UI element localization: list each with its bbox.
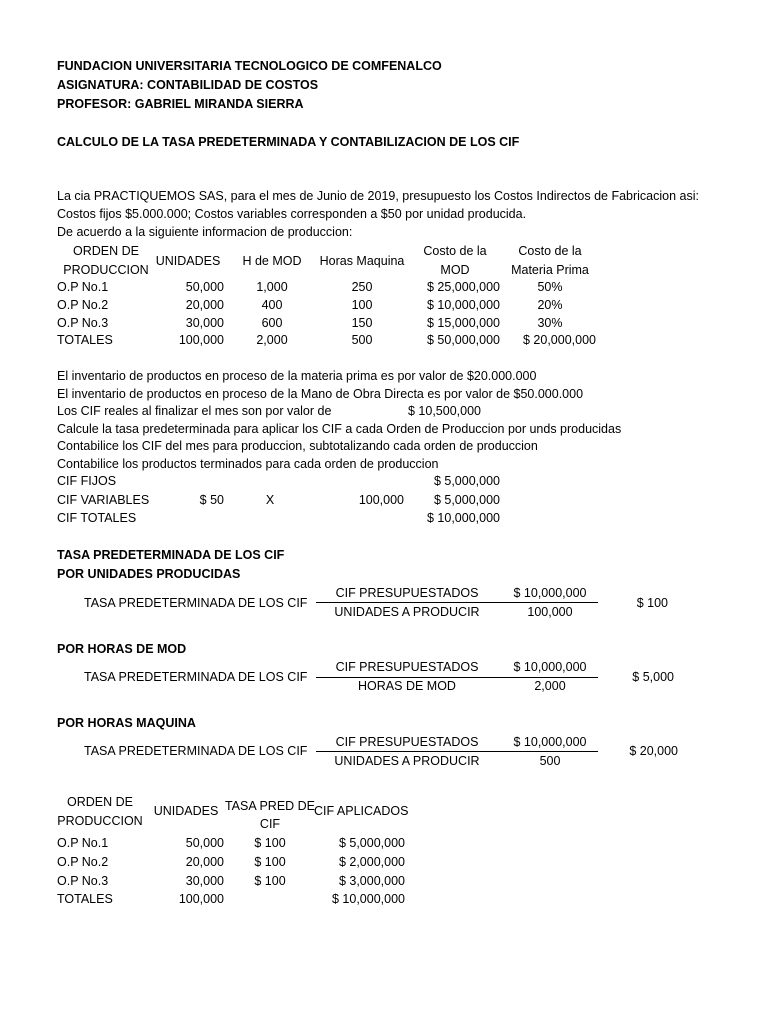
row-2-unidades: 20,000 xyxy=(185,298,224,312)
numerator-label: CIF PRESUPUESTADOS xyxy=(335,586,479,600)
row-2-horas: 100 xyxy=(351,298,373,312)
applied-row-1-tasa: $ 100 xyxy=(254,836,286,850)
row-totales-costo-mp: $ 20,000,000 xyxy=(523,333,596,347)
intro-line-1: La cia PRACTIQUEMOS SAS, para el mes de Junio de 2019, presupuesto los Costos Indirectos de Fabricacion asi: xyxy=(57,189,699,203)
professor-line: PROFESOR: GABRIEL MIRANDA SIERRA xyxy=(57,97,304,111)
row-3-hmod: 600 xyxy=(261,316,283,330)
header-costo-mod-1: Costo de la xyxy=(423,244,487,258)
row-totales-costo-mod: $ 50,000,000 xyxy=(427,333,500,347)
denominator-label: UNIDADES A PRODUCIR xyxy=(334,605,480,619)
applied-row-1-unidades: 50,000 xyxy=(185,836,224,850)
row-1-costo-mp: 50% xyxy=(537,280,563,294)
statement-3-value: $ 10,500,000 xyxy=(408,404,481,418)
row-1-horas: 250 xyxy=(351,280,373,294)
statement-5: Contabilice los CIF del mes para produccion, subtotalizando cada orden de produccion xyxy=(57,439,538,453)
applied-header-tasa-2: CIF xyxy=(259,817,281,831)
document-title: CALCULO DE LA TASA PREDETERMINADA Y CONTABILIZACION DE LOS CIF xyxy=(57,135,520,149)
cif-totales-label: CIF TOTALES xyxy=(57,511,137,525)
header-costo-mod-2: MOD xyxy=(440,263,470,277)
rate-block-heading: POR HORAS DE MOD xyxy=(57,642,187,656)
rate-result: $ 20,000 xyxy=(629,744,678,758)
applied-row-3-orden: O.P No.3 xyxy=(57,874,109,888)
row-1-orden: O.P No.1 xyxy=(57,280,109,294)
denominator-value: 2,000 xyxy=(534,679,566,693)
denominator-label: UNIDADES A PRODUCIR xyxy=(334,754,480,768)
row-2-costo-mod: $ 10,000,000 xyxy=(427,298,500,312)
row-3-unidades: 30,000 xyxy=(185,316,224,330)
applied-header-cif: CIF APLICADOS xyxy=(314,804,409,818)
rate-label: TASA PREDETERMINADA DE LOS CIF xyxy=(84,596,308,610)
row-2-costo-mp: 20% xyxy=(537,298,563,312)
applied-row-1-cif: $ 5,000,000 xyxy=(338,836,405,850)
cif-variables-units: 100,000 xyxy=(358,493,404,507)
statement-4: Calcule la tasa predeterminada para aplicar los CIF a cada Orden de Produccion por unds producidas xyxy=(57,422,622,436)
applied-header-unidades: UNIDADES xyxy=(153,804,219,818)
applied-header-tasa-1: TASA PRED DE xyxy=(224,799,316,813)
statement-1: El inventario de productos en proceso de la materia prima es por valor de $20.000.000 xyxy=(57,369,537,383)
cif-variables-value: $ 5,000,000 xyxy=(433,493,500,507)
cif-fijos-label: CIF FIJOS xyxy=(57,474,117,488)
applied-row-3-tasa: $ 100 xyxy=(254,874,286,888)
cif-totales-value: $ 10,000,000 xyxy=(427,511,500,525)
statement-6: Contabilice los productos terminados para cada orden de produccion xyxy=(57,457,439,471)
numerator-value: $ 10,000,000 xyxy=(513,735,587,749)
institution-name: FUNDACION UNIVERSITARIA TECNOLOGICO DE COMFENALCO xyxy=(57,59,442,73)
rate-label: TASA PREDETERMINADA DE LOS CIF xyxy=(84,670,308,684)
statement-3-label: Los CIF reales al finalizar el mes son por valor de xyxy=(57,404,332,418)
header-costo-mp-1: Costo de la xyxy=(518,244,582,258)
numerator-label: CIF PRESUPUESTADOS xyxy=(335,735,479,749)
intro-line-3: De acuerdo a la siguiente informacion de produccion: xyxy=(57,225,353,239)
intro-line-2: Costos fijos $5.000.000; Costos variables corresponden a $50 por unidad producida. xyxy=(57,207,527,221)
applied-row-3-unidades: 30,000 xyxy=(185,874,224,888)
header-costo-mp-2: Materia Prima xyxy=(511,263,589,277)
applied-header-orden-1: ORDEN DE xyxy=(67,795,133,809)
row-2-hmod: 400 xyxy=(261,298,283,312)
applied-header-orden-2: PRODUCCION xyxy=(57,814,143,828)
row-totales-orden: TOTALES xyxy=(57,333,113,347)
row-totales-unidades: 100,000 xyxy=(178,333,224,347)
cif-variables-rate: $ 50 xyxy=(199,493,224,507)
row-3-orden: O.P No.3 xyxy=(57,316,109,330)
applied-row-totales-orden: TOTALES xyxy=(57,892,113,906)
denominator-label: HORAS DE MOD xyxy=(358,679,456,693)
cif-variables-label: CIF VARIABLES xyxy=(57,493,150,507)
header-unidades: UNIDADES xyxy=(155,254,221,268)
row-totales-hmod: 2,000 xyxy=(256,333,288,347)
applied-row-2-tasa: $ 100 xyxy=(254,855,286,869)
rates-section-title: TASA PREDETERMINADA DE LOS CIF xyxy=(57,548,285,562)
applied-row-3-cif: $ 3,000,000 xyxy=(338,874,405,888)
applied-row-1-orden: O.P No.1 xyxy=(57,836,109,850)
applied-row-2-cif: $ 2,000,000 xyxy=(338,855,405,869)
statement-2: El inventario de productos en proceso de la Mano de Obra Directa es por valor de $50.000.000 xyxy=(57,387,584,401)
row-3-horas: 150 xyxy=(351,316,373,330)
applied-row-totales-unidades: 100,000 xyxy=(178,892,224,906)
row-1-unidades: 50,000 xyxy=(185,280,224,294)
fraction-bar xyxy=(316,751,598,752)
header-orden-1: ORDEN DE xyxy=(73,244,139,258)
header-hmod: H de MOD xyxy=(242,254,302,268)
rate-block-heading: POR UNIDADES PRODUCIDAS xyxy=(57,567,241,581)
applied-row-2-unidades: 20,000 xyxy=(185,855,224,869)
row-2-orden: O.P No.2 xyxy=(57,298,109,312)
row-1-hmod: 1,000 xyxy=(256,280,288,294)
header-horas-maquina: Horas Maquina xyxy=(319,254,405,268)
cif-fijos-value: $ 5,000,000 xyxy=(433,474,500,488)
row-1-costo-mod: $ 25,000,000 xyxy=(427,280,500,294)
header-orden-2: PRODUCCION xyxy=(63,263,149,277)
rate-label: TASA PREDETERMINADA DE LOS CIF xyxy=(84,744,308,758)
applied-row-totales-cif: $ 10,000,000 xyxy=(332,892,405,906)
numerator-value: $ 10,000,000 xyxy=(513,586,587,600)
rate-block-heading: POR HORAS MAQUINA xyxy=(57,716,196,730)
numerator-value: $ 10,000,000 xyxy=(513,660,587,674)
applied-row-2-orden: O.P No.2 xyxy=(57,855,109,869)
cif-variables-x: X xyxy=(265,493,275,507)
row-3-costo-mod: $ 15,000,000 xyxy=(427,316,500,330)
row-3-costo-mp: 30% xyxy=(537,316,563,330)
numerator-label: CIF PRESUPUESTADOS xyxy=(335,660,479,674)
denominator-value: 100,000 xyxy=(527,605,573,619)
denominator-value: 500 xyxy=(539,754,561,768)
subject-line: ASIGNATURA: CONTABILIDAD DE COSTOS xyxy=(57,78,319,92)
rate-result: $ 100 xyxy=(636,596,668,610)
rate-result: $ 5,000 xyxy=(632,670,674,684)
row-totales-horas: 500 xyxy=(351,333,373,347)
fraction-bar xyxy=(316,602,598,603)
